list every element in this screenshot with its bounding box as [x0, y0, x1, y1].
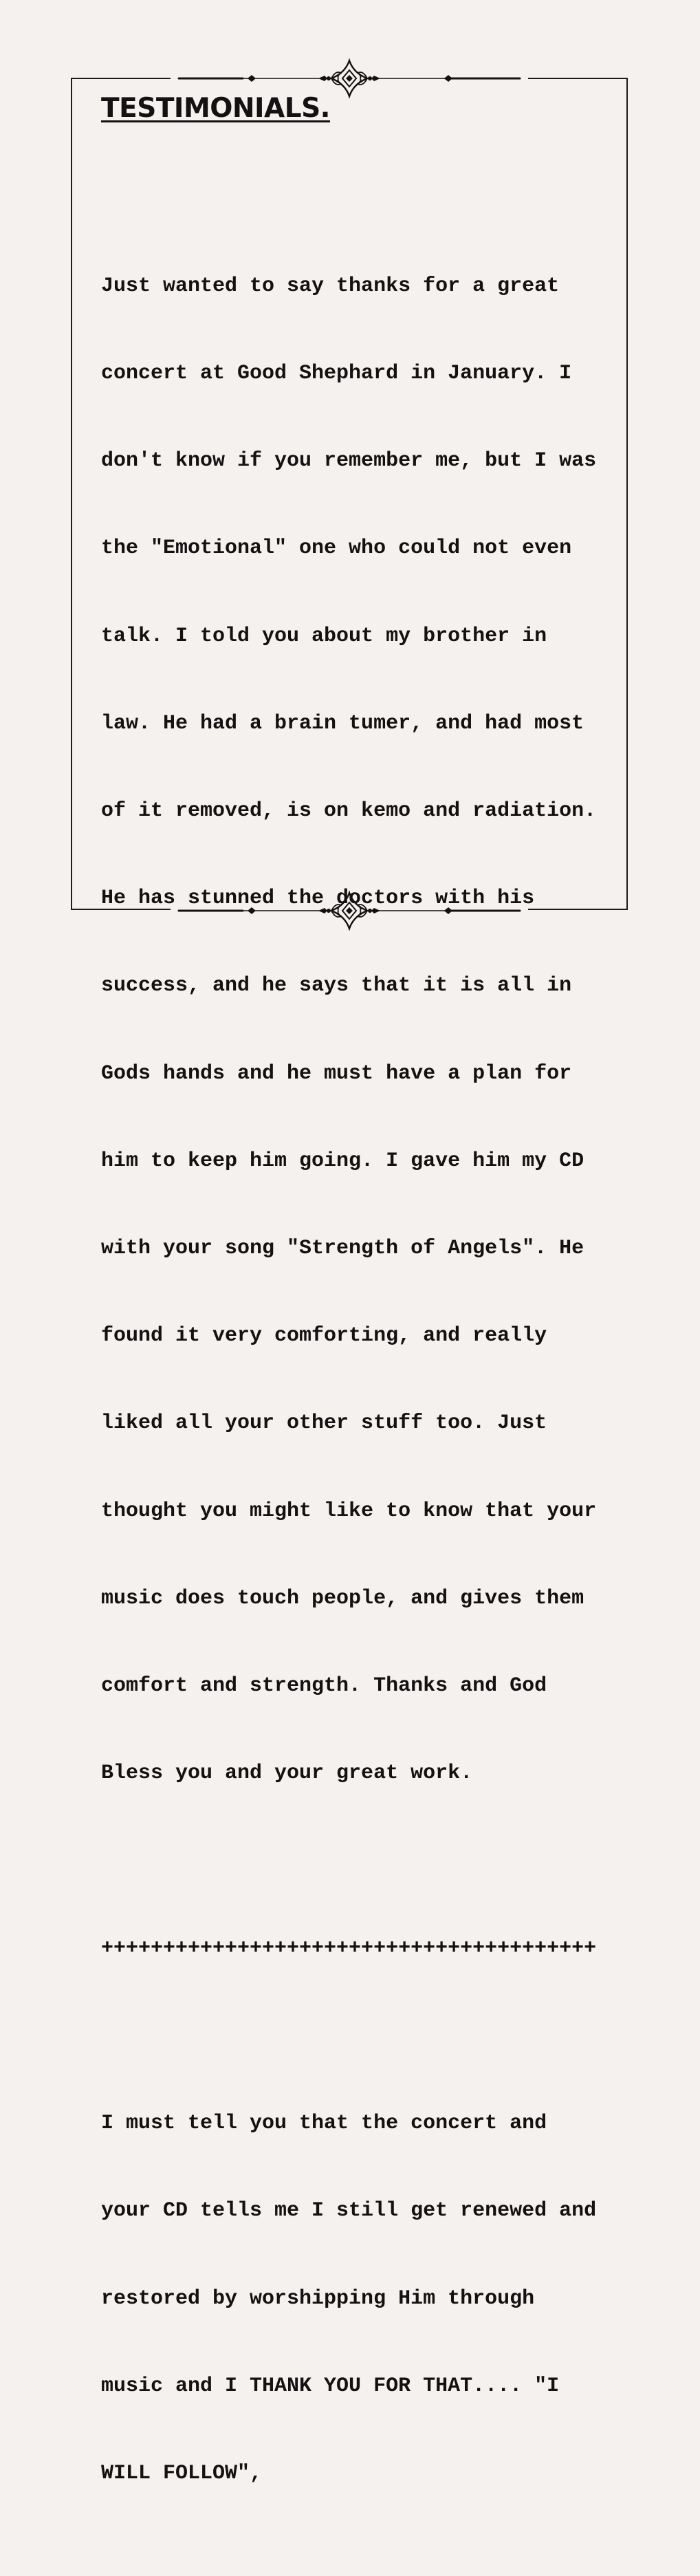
- text-line: liked all your other stuff too. Just: [101, 1411, 547, 1436]
- text-line: comfort and strength. Thanks and God: [101, 1674, 547, 1698]
- text-line: I must tell you that the concert and: [101, 2112, 547, 2136]
- text-line: don't know if you remember me, but I was: [101, 449, 597, 473]
- text-line: found it very comforting, and really: [101, 1324, 547, 1348]
- page-title: TESTIMONIALS.: [101, 93, 330, 124]
- text-line: He has stunned the doctors with his: [101, 887, 535, 911]
- text-line: restored by worshipping Him through: [101, 2286, 535, 2310]
- text-line: thought you might like to know that your: [101, 1499, 597, 1523]
- text-line: the "Emotional" one who could not even: [101, 537, 572, 561]
- text-line: Bless you and your great work.: [101, 1762, 473, 1786]
- text-line: Gods hands and he must have a plan for: [101, 1061, 572, 1085]
- text-line: your CD tells me I still get renewed and: [101, 2199, 597, 2223]
- testimonial-2: [101, 2050, 613, 2546]
- text-line: Just wanted to say thanks for a great: [101, 274, 560, 298]
- text-line: music and I THANK YOU FOR THAT.... "I: [101, 2374, 560, 2398]
- text-line: music does touch people, and gives them: [101, 1586, 584, 1610]
- text-line: WILL FOLLOW",: [101, 2462, 263, 2486]
- testimonials-body: [101, 155, 613, 2576]
- text-line: him to keep him going. I gave him my CD: [101, 1149, 584, 1173]
- text-line: law. He had a brain tumer, and had most: [101, 711, 584, 735]
- text-line: of it removed, is on kemo and radiation.: [101, 799, 597, 823]
- text-line: concert at Good Shephard in January. I: [101, 361, 572, 385]
- plus-separator: ++++++++++++++++++++++++++++++++++++++++: [101, 1936, 597, 1960]
- text-line: talk. I told you about my brother in: [101, 624, 547, 648]
- text-line: with your song "Strength of Angels". He: [101, 1237, 584, 1261]
- testimonial-1: [101, 213, 613, 1847]
- text-line: success, and he says that it is all in: [101, 974, 572, 998]
